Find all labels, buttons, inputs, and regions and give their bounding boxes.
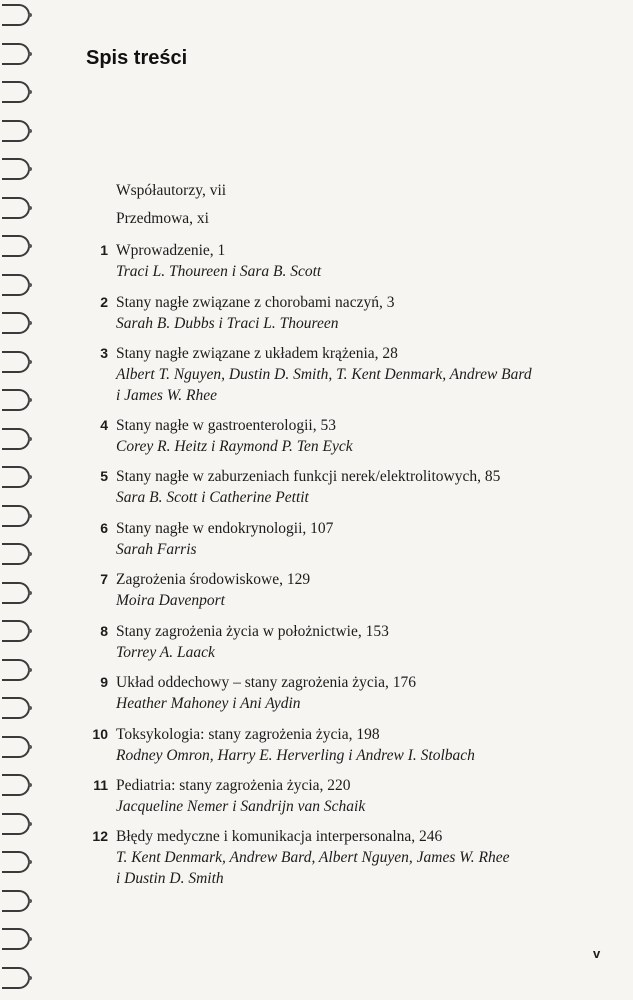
chapter-number: 2	[100, 294, 108, 310]
chapter-authors: Corey R. Heitz i Raymond P. Ten Eyck	[116, 438, 353, 455]
chapter-title: Układ oddechowy – stany zagrożenia życia, 176	[116, 674, 416, 691]
chapter-authors: Albert T. Nguyen, Dustin D. Smith, T. Kent Denmark, Andrew Bard	[116, 366, 532, 383]
spiral-ring	[2, 967, 32, 989]
spiral-ring	[2, 736, 32, 758]
chapter-authors-continued: i James W. Rhee	[116, 387, 218, 404]
chapter-authors: T. Kent Denmark, Andrew Bard, Albert Nguyen, James W. Rhee	[116, 849, 510, 866]
chapter-title: Stany nagłe w endokrynologii, 107	[116, 520, 334, 537]
chapter-authors-continued: i Dustin D. Smith	[116, 870, 224, 887]
spiral-ring	[2, 928, 32, 950]
chapter-title: Błędy medyczne i komunikacja interpersonalna, 246	[116, 828, 443, 845]
page-title: Spis treści	[86, 47, 188, 69]
spiral-ring	[2, 389, 32, 411]
chapter-authors: Jacqueline Nemer i Sandrijn van Schaik	[116, 798, 366, 815]
chapter-number: 11	[93, 777, 108, 793]
spiral-ring	[2, 428, 32, 450]
spiral-ring	[2, 505, 32, 527]
spiral-ring	[2, 43, 32, 65]
chapter-title: Toksykologia: stany zagrożenia życia, 198	[116, 726, 380, 743]
chapter-authors: Rodney Omron, Harry E. Herverling i Andrew I. Stolbach	[116, 747, 475, 764]
spiral-ring	[2, 582, 32, 604]
spiral-ring	[2, 774, 32, 796]
spiral-ring	[2, 543, 32, 565]
chapter-number: 12	[92, 828, 108, 844]
spiral-ring	[2, 851, 32, 873]
chapter-authors: Sarah Farris	[116, 541, 197, 558]
spiral-ring	[2, 235, 32, 257]
page-number: v	[593, 946, 601, 961]
toc-entry-title: Przedmowa, xi	[116, 210, 209, 227]
spiral-ring	[2, 813, 32, 835]
chapter-number: 7	[100, 571, 108, 587]
chapter-number: 10	[92, 726, 108, 742]
spiral-ring	[2, 659, 32, 681]
chapter-authors: Traci L. Thoureen i Sara B. Scott	[116, 263, 322, 280]
chapter-authors: Moira Davenport	[116, 592, 225, 609]
spiral-ring	[2, 890, 32, 912]
chapter-title: Zagrożenia środowiskowe, 129	[116, 571, 311, 588]
chapter-authors: Torrey A. Laack	[116, 644, 215, 661]
spiral-ring	[2, 120, 32, 142]
spiral-ring	[2, 274, 32, 296]
spiral-ring	[2, 351, 32, 373]
spiral-ring	[2, 697, 32, 719]
chapter-authors: Heather Mahoney i Ani Aydin	[116, 695, 301, 712]
chapter-title: Stany nagłe w zaburzeniach funkcji nerek/elektrolitowych, 85	[116, 468, 501, 485]
spiral-ring	[2, 158, 32, 180]
chapter-number: 3	[100, 345, 108, 361]
spiral-ring	[2, 620, 32, 642]
spiral-ring	[2, 197, 32, 219]
chapter-title: Wprowadzenie, 1	[116, 242, 226, 259]
spiral-ring	[2, 4, 32, 26]
chapter-authors: Sarah B. Dubbs i Traci L. Thoureen	[116, 315, 339, 332]
chapter-title: Pediatria: stany zagrożenia życia, 220	[116, 777, 351, 794]
spiral-ring	[2, 312, 32, 334]
chapter-title: Stany nagłe związane z układem krążenia, 28	[116, 345, 398, 362]
chapter-title: Stany nagłe związane z chorobami naczyń, 3	[116, 294, 395, 311]
chapter-number: 9	[100, 674, 108, 690]
spiral-binding	[0, 0, 40, 1000]
chapter-number: 5	[100, 468, 108, 484]
chapter-number: 6	[100, 520, 108, 536]
toc-entry-title: Współautorzy, vii	[116, 182, 227, 199]
spiral-ring	[2, 81, 32, 103]
chapter-title: Stany nagłe w gastroenterologii, 53	[116, 417, 336, 434]
chapter-title: Stany zagrożenia życia w położnictwie, 153	[116, 623, 389, 640]
chapter-number: 8	[100, 623, 108, 639]
chapter-authors: Sara B. Scott i Catherine Pettit	[116, 489, 309, 506]
chapter-number: 4	[100, 417, 108, 433]
chapter-number: 1	[100, 242, 108, 258]
spiral-ring	[2, 466, 32, 488]
